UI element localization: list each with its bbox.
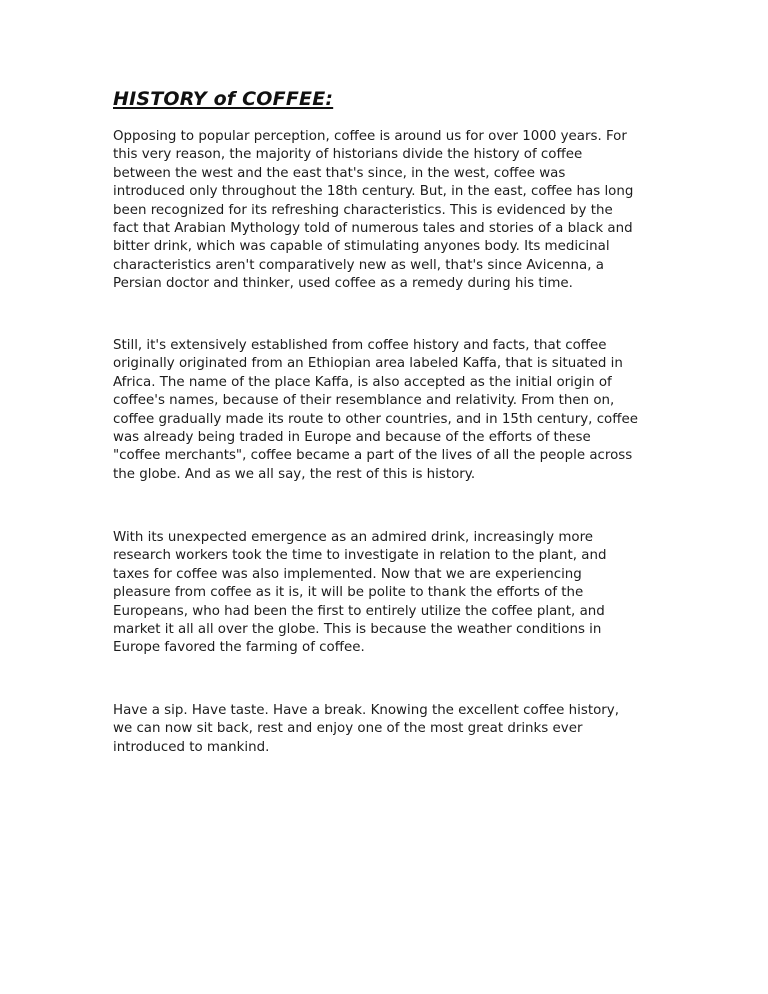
document-title: HISTORY of COFFEE: — [113, 88, 334, 110]
paragraph-ethiopia-kaffa: Still, it's extensively established from coffee history and facts, that coffee originally originated from an Ethiopian area labeled Kaffa, that is situated in Africa. The name of the place Kaffa, is also accepted as the initial origin of coffee's names, because of their resemblance and relativity. From then on, coffee gradually made its route to other countries, and in 15th century, coffee was already being traded in Europe and because of the efforts of these "coffee merchants", coffee became a part of the lives of all the people across the globe. And as we all say, the rest of this is history. — [113, 338, 638, 482]
paragraph-origins-east-west: Opposing to popular perception, coffee is around us for over 1000 years. For this very reason, the majority of historians divide the history of coffee between the west and the east that's since, in the west, coffee was introduced only throughout the 18th century. But, in the east, coffee has long been recognized for its refreshing characteristics. This is evidenced by the fact that Arabian Mythology told of numerous tales and stories of a black and bitter drink, which was capable of stimulating anyones body. Its medicinal characteristics aren't comparatively new as well, that's since Avicenna, a Persian doctor and thinker, used coffee as a remedy during his time. — [113, 129, 634, 292]
paragraph-europe-emergence: With its unexpected emergence as an admired drink, increasingly more research workers took the time to investigate in relation to the plant, and taxes for coffee was also implemented. Now that we are experiencing pleasure from coffee as it is, it will be polite to thank the efforts of the Europeans, who had been the first to entirely utilize the coffee plant, and market it all all over the globe. This is because the weather conditions in Europe favored the farming of coffee. — [113, 530, 607, 656]
paragraph-closing: Have a sip. Have taste. Have a break. Knowing the excellent coffee history, we can now sit back, rest and enjoy one of the most great drinks ever introduced to mankind. — [113, 703, 619, 755]
